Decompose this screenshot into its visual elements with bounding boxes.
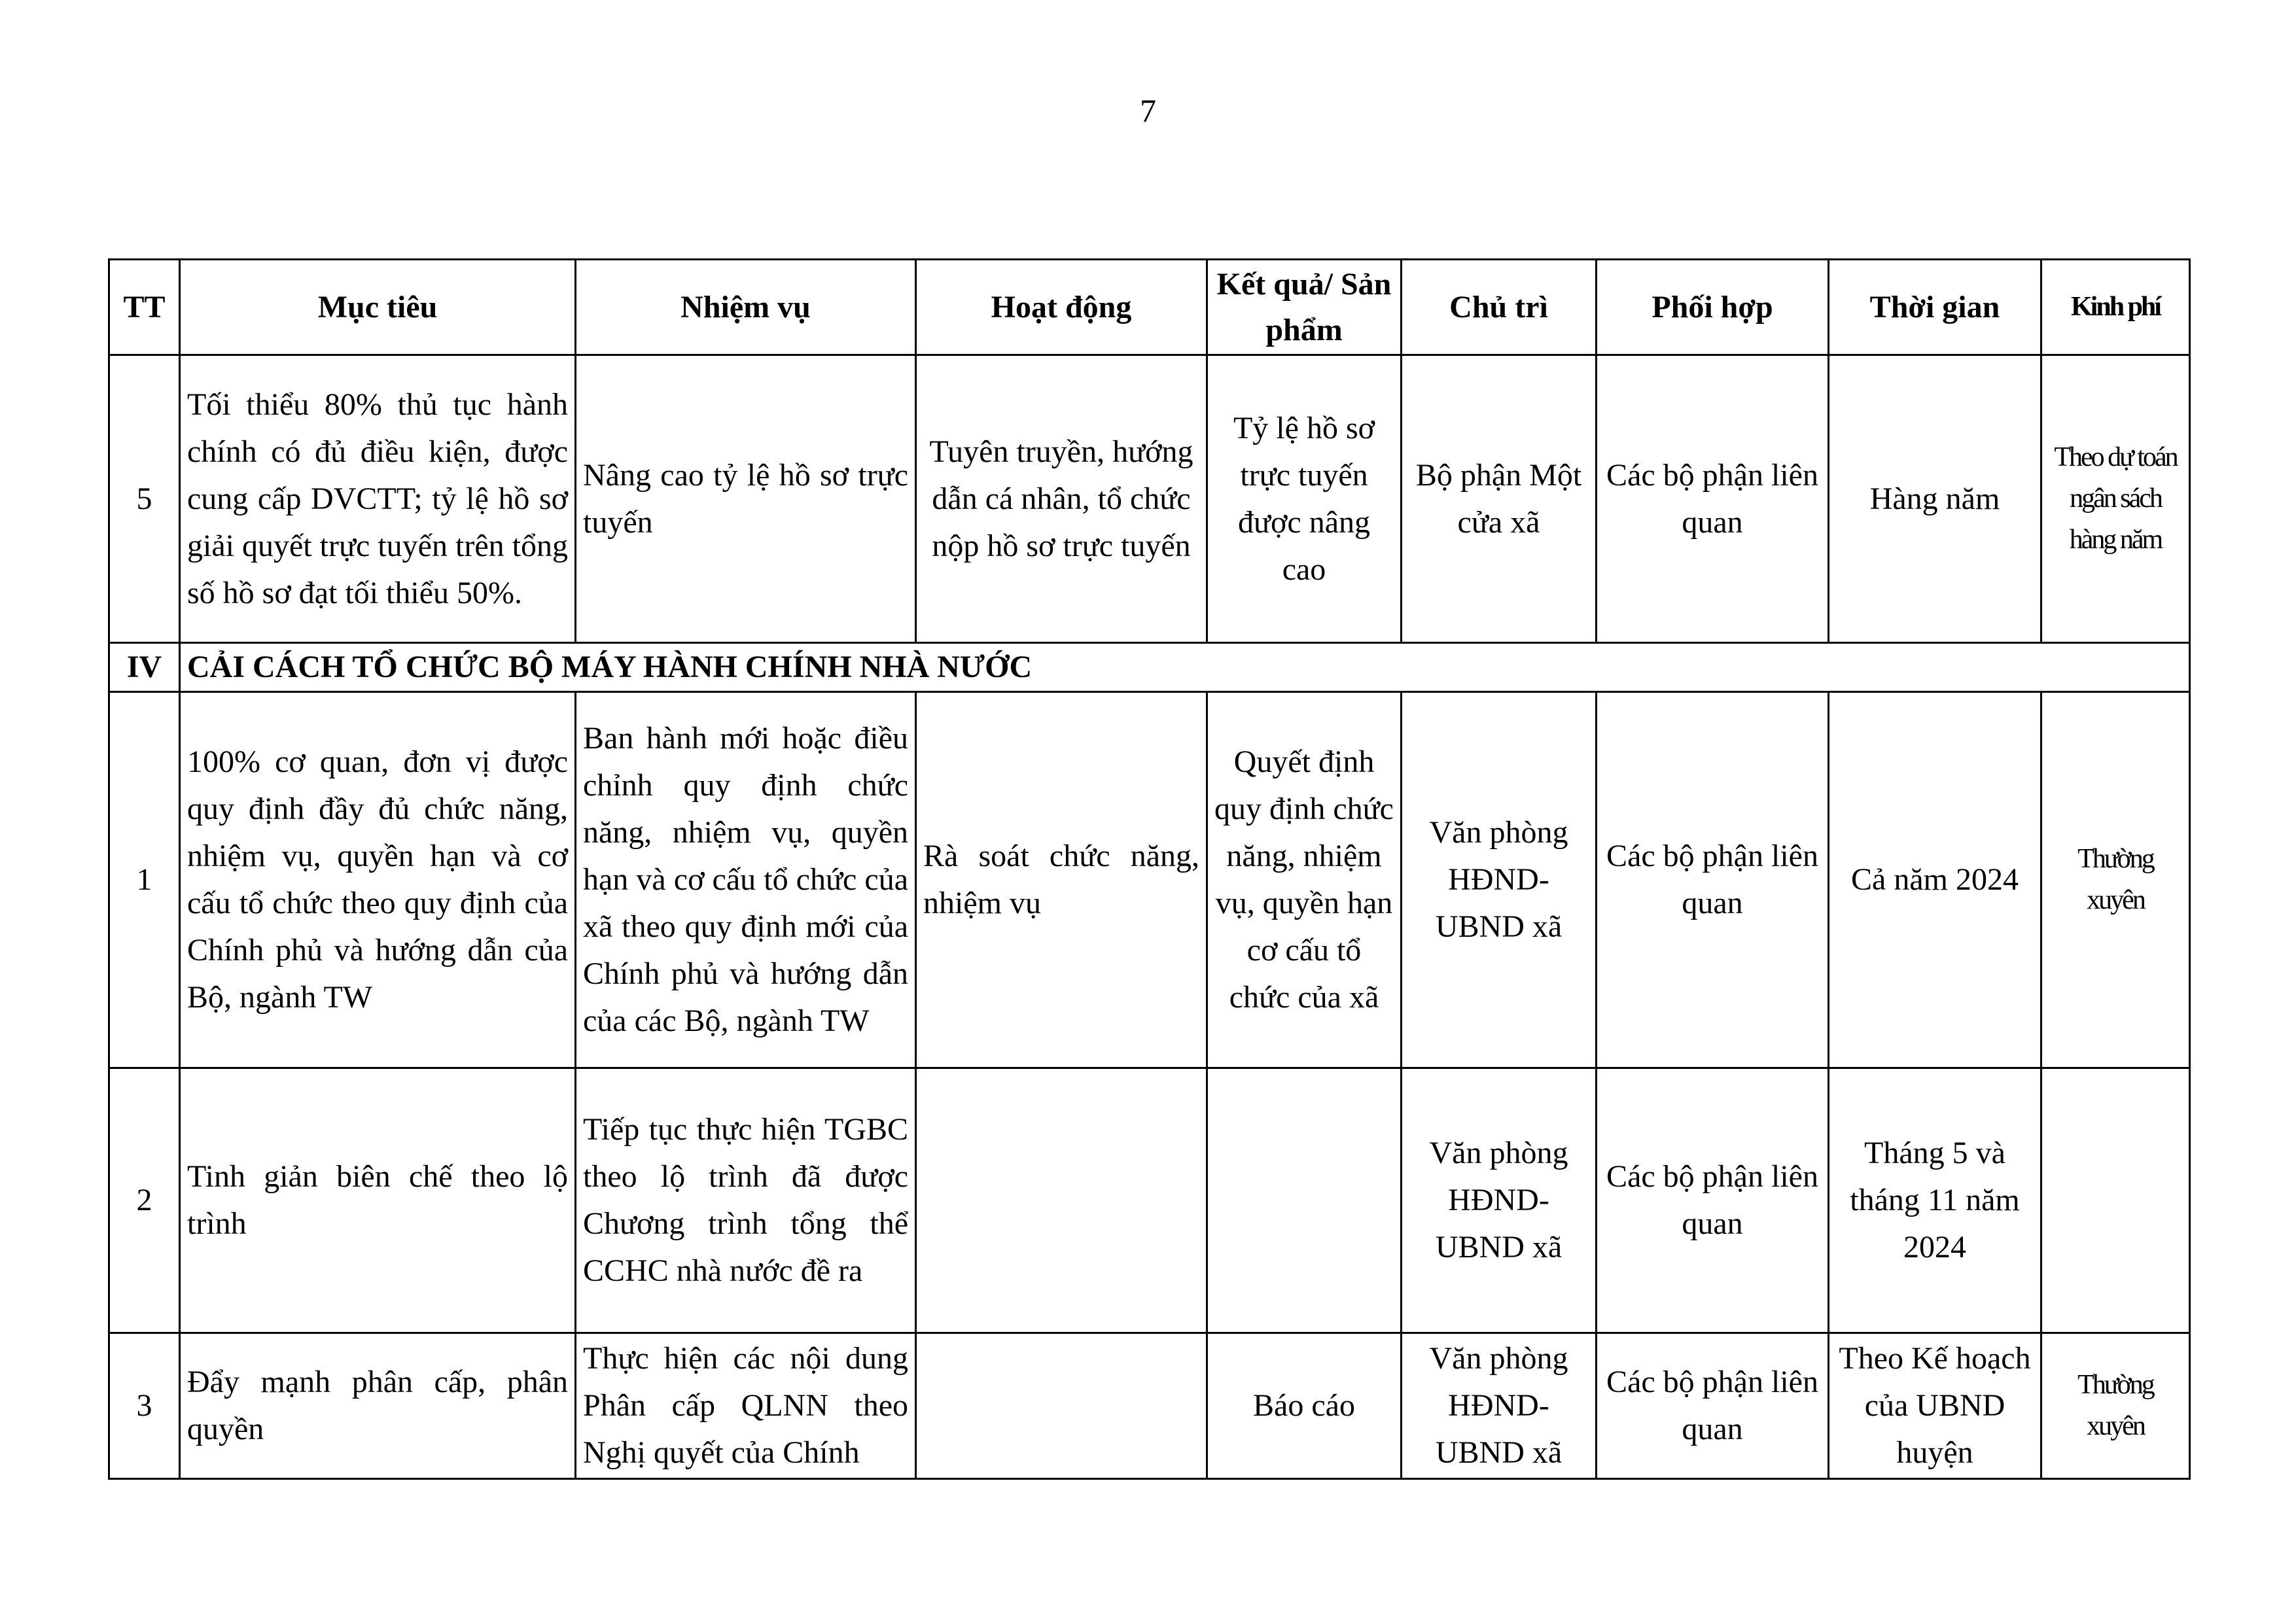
cell-muc-tieu: Tối thiểu 80% thủ tục hành chính có đủ điều kiện, được cung cấp DVCTT; tỷ lệ hồ sơ giải quyết trực tuyến trên tổng số hồ sơ đạt tối thiểu 50%. bbox=[180, 355, 576, 643]
cell-kinh-phi: Theo dự toán ngân sách hàng năm bbox=[2041, 355, 2190, 643]
cell-thoi-gian: Theo Kế hoạch của UBND huyện bbox=[1829, 1333, 2041, 1479]
header-muc-tieu: Mục tiêu bbox=[180, 260, 576, 355]
header-tt: TT bbox=[109, 260, 180, 355]
cell-kinh-phi: Thường xuyên bbox=[2041, 1333, 2190, 1479]
cell-muc-tieu: 100% cơ quan, đơn vị được quy định đầy đủ chức năng, nhiệm vụ, quyền hạn và cơ cấu tổ chức theo quy định của Chính phủ và hướng dẫn của Bộ, ngành TW bbox=[180, 692, 576, 1068]
cell-tt: 2 bbox=[109, 1068, 180, 1333]
section-number: IV bbox=[109, 643, 180, 692]
table-header-row bbox=[109, 260, 2190, 355]
cell-nhiem-vu: Ban hành mới hoặc điều chỉnh quy định chức năng, nhiệm vụ, quyền hạn và cơ cấu tổ chức của xã theo quy định mới của Chính phủ và hướng dẫn của các Bộ, ngành TW bbox=[576, 692, 916, 1068]
section-title: CẢI CÁCH TỔ CHỨC BỘ MÁY HÀNH CHÍNH NHÀ NƯỚC bbox=[180, 643, 2190, 692]
header-kinh-phi: Kinh phí bbox=[2041, 260, 2190, 355]
cell-ket-qua: Quyết định quy định chức năng, nhiệm vụ, quyền hạn cơ cấu tổ chức của xã bbox=[1207, 692, 1402, 1068]
cell-chu-tri: Văn phòng HĐND-UBND xã bbox=[1402, 1068, 1597, 1333]
table-row bbox=[109, 692, 2190, 1068]
cell-phoi-hop: Các bộ phận liên quan bbox=[1597, 1068, 1829, 1333]
cell-chu-tri: Văn phòng HĐND-UBND xã bbox=[1402, 1333, 1597, 1479]
table-row bbox=[109, 1068, 2190, 1333]
cell-phoi-hop: Các bộ phận liên quan bbox=[1597, 692, 1829, 1068]
header-thoi-gian: Thời gian bbox=[1829, 260, 2041, 355]
cell-thoi-gian: Tháng 5 và tháng 11 năm 2024 bbox=[1829, 1068, 2041, 1333]
cell-ket-qua: Báo cáo bbox=[1207, 1333, 1402, 1479]
cell-ket-qua bbox=[1207, 1068, 1402, 1333]
cell-muc-tieu: Tinh giản biên chế theo lộ trình bbox=[180, 1068, 576, 1333]
cell-muc-tieu: Đẩy mạnh phân cấp, phân quyền bbox=[180, 1333, 576, 1479]
cell-nhiem-vu: Tiếp tục thực hiện TGBC theo lộ trình đã được Chương trình tổng thể CCHC nhà nước đề ra bbox=[576, 1068, 916, 1333]
table-row bbox=[109, 1333, 2190, 1479]
cell-tt: 5 bbox=[109, 355, 180, 643]
cell-tt: 1 bbox=[109, 692, 180, 1068]
cell-hoat-dong bbox=[916, 1068, 1207, 1333]
cell-nhiem-vu: Nâng cao tỷ lệ hồ sơ trực tuyến bbox=[576, 355, 916, 643]
header-hoat-dong: Hoạt động bbox=[916, 260, 1207, 355]
cell-phoi-hop: Các bộ phận liên quan bbox=[1597, 1333, 1829, 1479]
header-ket-qua: Kết quả/ Sản phẩm bbox=[1207, 260, 1402, 355]
header-chu-tri: Chủ trì bbox=[1402, 260, 1597, 355]
page-number: 7 bbox=[1140, 92, 1156, 129]
cell-thoi-gian: Hàng năm bbox=[1829, 355, 2041, 643]
header-nhiem-vu: Nhiệm vụ bbox=[576, 260, 916, 355]
cell-tt: 3 bbox=[109, 1333, 180, 1479]
cell-hoat-dong bbox=[916, 1333, 1207, 1479]
cell-kinh-phi bbox=[2041, 1068, 2190, 1333]
cell-chu-tri: Bộ phận Một cửa xã bbox=[1402, 355, 1597, 643]
cell-thoi-gian: Cả năm 2024 bbox=[1829, 692, 2041, 1068]
header-phoi-hop: Phối hợp bbox=[1597, 260, 1829, 355]
cell-phoi-hop: Các bộ phận liên quan bbox=[1597, 355, 1829, 643]
cell-nhiem-vu: Thực hiện các nội dung Phân cấp QLNN theo Nghị quyết của Chính bbox=[576, 1333, 916, 1479]
cell-kinh-phi: Thường xuyên bbox=[2041, 692, 2190, 1068]
section-row bbox=[109, 643, 2190, 692]
table-row bbox=[109, 355, 2190, 643]
reform-plan-table bbox=[108, 258, 2191, 1480]
cell-hoat-dong: Tuyên truyền, hướng dẫn cá nhân, tổ chức nộp hồ sơ trực tuyến bbox=[916, 355, 1207, 643]
cell-chu-tri: Văn phòng HĐND-UBND xã bbox=[1402, 692, 1597, 1068]
cell-hoat-dong: Rà soát chức năng, nhiệm vụ bbox=[916, 692, 1207, 1068]
cell-ket-qua: Tỷ lệ hồ sơ trực tuyến được nâng cao bbox=[1207, 355, 1402, 643]
